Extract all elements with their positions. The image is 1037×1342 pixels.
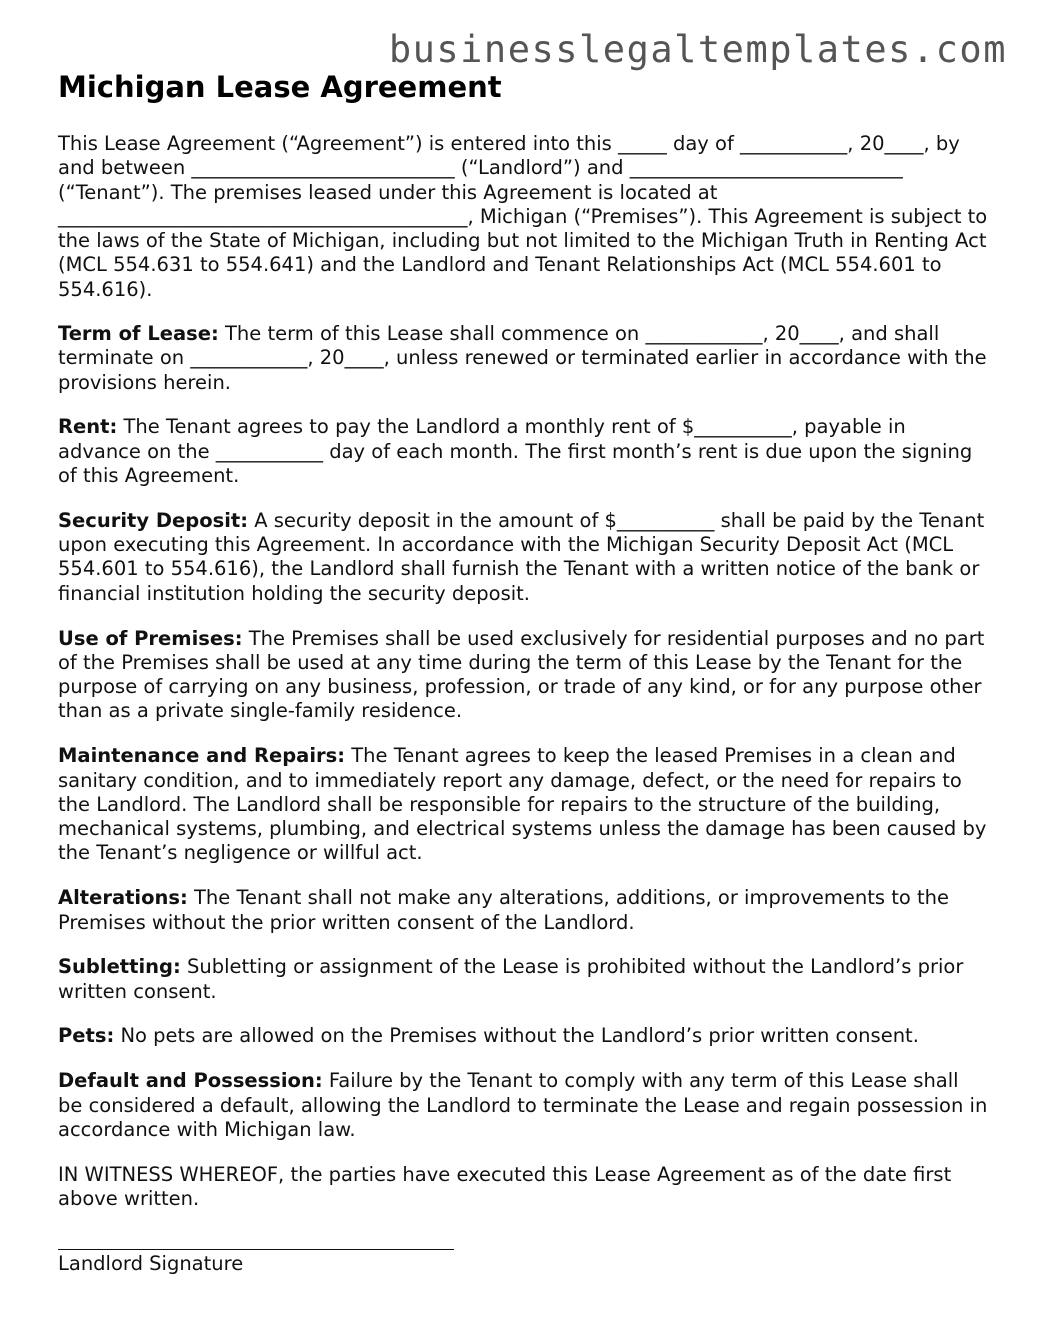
alterations-heading: Alterations: <box>58 886 188 910</box>
use-of-premises-text: The Premises shall be used exclusively for residential purposes and no part of the Premises shall be used at any time during the term of this Lease by the Tenant for the purpose of carrying on any business, profession, or trade of any kind, or for any purpose other than as a private single-family residence. <box>58 626 985 723</box>
pets-heading: Pets: <box>58 1024 115 1048</box>
alterations-text: The Tenant shall not make any alterations, additions, or improvements to the Premises without the prior written consent of the Landlord. <box>58 886 950 934</box>
maintenance-heading: Maintenance and Repairs: <box>58 744 346 768</box>
subletting-clause <box>58 955 988 1004</box>
pets-text: No pets are allowed on the Premises without the Landlord’s prior written consent. <box>114 1024 919 1048</box>
term-of-lease-text: The term of this Lease shall commence on ____________, 20____, and shall terminate on ____________, 20____, unless renewed or terminated earlier in accordance with the provisions herein. <box>58 322 987 394</box>
default-text: Failure by the Tenant to comply with any term of this Lease shall be considered a default, allowing the Landlord to terminate the Lease and regain possession in accordance with Michigan law. <box>58 1069 988 1141</box>
maintenance-clause <box>58 744 988 865</box>
term-of-lease-clause <box>58 322 988 395</box>
maintenance-text: The Tenant agrees to keep the leased Premises in a clean and sanitary condition, and to immediately report any damage, defect, or the need for repairs to the Landlord. The Landlord shall be responsible for repairs to the structure of the building, mechanical systems, plumbing, and electrical systems unless the damage has been caused by the Tenant’s negligence or willful act. <box>58 744 987 865</box>
rent-heading: Rent: <box>58 415 118 439</box>
security-deposit-heading: Security Deposit: <box>58 508 249 532</box>
page-title: Michigan Lease Agreement <box>58 70 502 104</box>
security-deposit-clause <box>58 509 988 606</box>
term-of-lease-heading: Term of Lease: <box>58 322 219 346</box>
subletting-text: Subletting or assignment of the Lease is prohibited without the Landlord’s prior written consent. <box>58 955 964 1003</box>
alterations-clause <box>58 886 988 935</box>
use-of-premises-clause <box>58 627 988 724</box>
subletting-heading: Subletting: <box>58 955 181 979</box>
pets-clause <box>58 1024 988 1048</box>
security-deposit-text: A security deposit in the amount of $__________ shall be paid by the Tenant upon executing this Agreement. In accordance with the Michigan Security Deposit Act (MCL 554.601 to 554.616), the Landlord shall furnish the Tenant with a written notice of the bank or financial institution holding the security deposit. <box>58 508 985 605</box>
default-heading: Default and Possession: <box>58 1069 323 1093</box>
rent-text: The Tenant agrees to pay the Landlord a monthly rent of $__________, payable in advance on the ___________ day of each month. The first month’s rent is due upon the signing of this Agreement. <box>58 415 973 488</box>
watermark-text: businesslegaltemplates.com <box>388 28 1007 71</box>
landlord-signature-label: Landlord Signature <box>58 1252 244 1275</box>
document-body <box>58 132 988 1232</box>
default-clause <box>58 1069 988 1142</box>
witness-paragraph: IN WITNESS WHEREOF, the parties have executed this Lease Agreement as of the date first above written. <box>58 1162 952 1210</box>
landlord-signature-line[interactable] <box>58 1249 454 1250</box>
rent-clause <box>58 415 988 488</box>
intro-paragraph: This Lease Agreement (“Agreement”) is entered into this _____ day of ___________, 20____, by and between ___________________________ (“Landlord”) and ____________________________ (“Tenant”). The premises leased under this Agreement is located at __________________________________________, Michigan (“Premises”). This Agreement is subject to the laws of the State of Michigan, including but not limited to the Michigan Truth in Renting Act (MCL 554.631 to 554.641) and the Landlord and Tenant Relationships Act (MCL 554.601 to 554.616). <box>58 132 988 301</box>
use-of-premises-heading: Use of Premises: <box>58 626 243 650</box>
